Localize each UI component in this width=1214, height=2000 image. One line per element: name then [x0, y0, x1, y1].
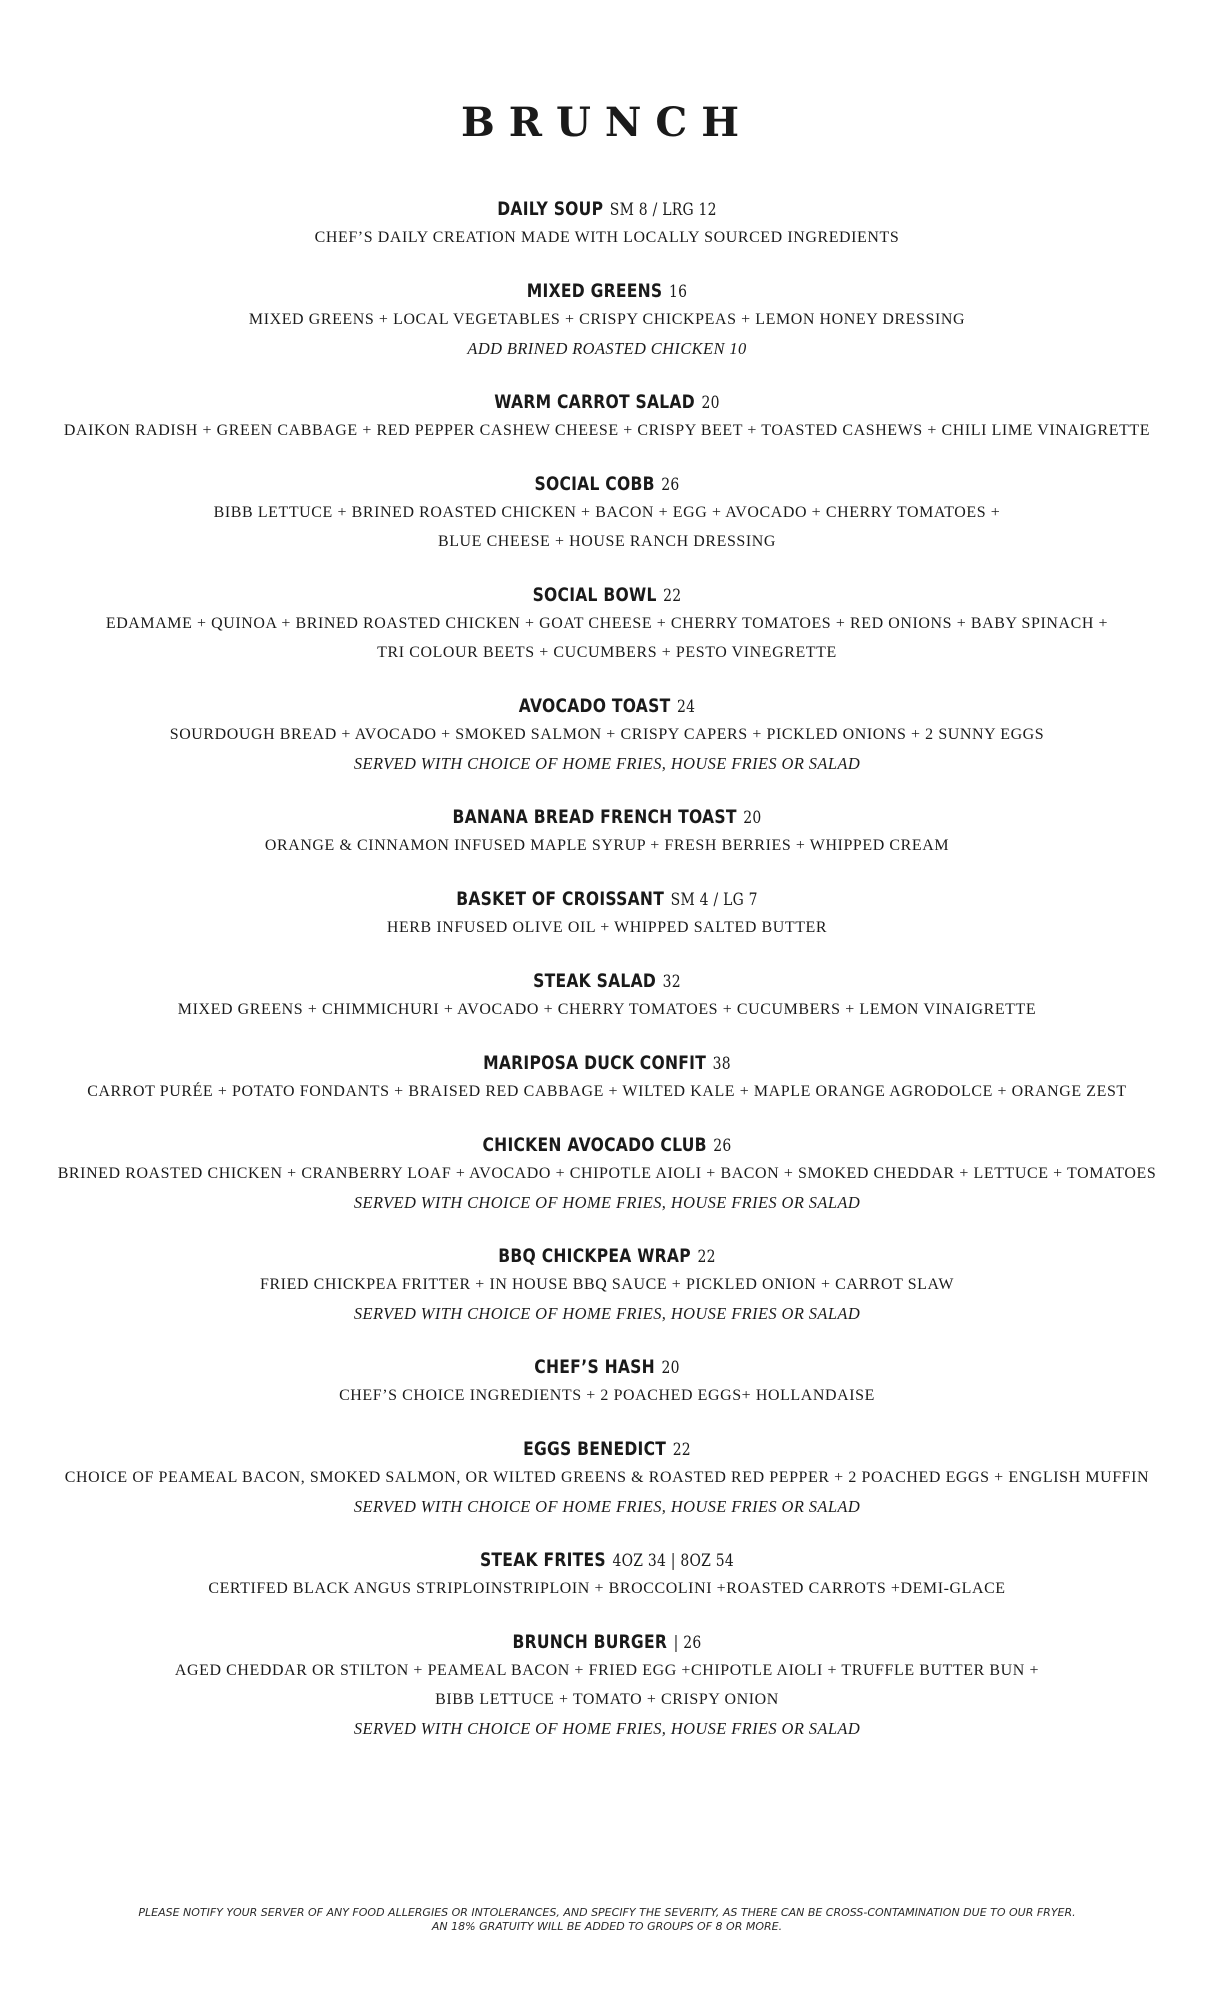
menu-item-description: BRINED ROASTED CHICKEN + CRANBERRY LOAF + AVOCADO + CHIPOTLE AIOLI + BACON + SMOKED CHEDDAR + LETTUCE + TOMATOES [57, 1165, 1157, 1182]
menu-item [30, 968, 1184, 1024]
menu-item-price: 26 [713, 1136, 732, 1156]
menu-item-heading [134, 278, 1080, 305]
menu-item-heading [134, 1629, 1080, 1656]
menu-item-description: CHOICE OF PEAMEAL BACON, SMOKED SALMON, OR WILTED GREENS & ROASTED RED PEPPER + 2 POACHED EGGS + ENGLISH MUFFIN [64, 1469, 1150, 1486]
menu-item-price: SM 4 / LG 7 [670, 890, 758, 910]
menu-item-heading [134, 804, 1080, 831]
menu-item [30, 693, 1184, 778]
menu-item-description: CERTIFED BLACK ANGUS STRIPLOINSTRIPLOIN + BROCCOLINI +ROASTED CARROTS +DEMI-GLACE [208, 1580, 1006, 1597]
menu-item-description: BIBB LETTUCE + TOMATO + CRISPY ONION [435, 1691, 779, 1708]
menu-item-note: SERVED WITH CHOICE OF HOME FRIES, HOUSE FRIES OR SALAD [353, 1304, 861, 1323]
menu-item-note: ADD BRINED ROASTED CHICKEN 10 [467, 339, 747, 358]
menu-item-name: BRUNCH BURGER [512, 1631, 668, 1653]
page-title: BRUNCH [460, 98, 754, 146]
menu-item-name: BASKET OF CROISSANT [456, 888, 665, 910]
menu-item [30, 1436, 1184, 1521]
menu-item-name: AVOCADO TOAST [518, 695, 671, 717]
menu-item-price: 20 [661, 1358, 680, 1378]
menu-item-note: SERVED WITH CHOICE OF HOME FRIES, HOUSE FRIES OR SALAD [353, 1719, 861, 1738]
menu-item-description: AGED CHEDDAR OR STILTON + PEAMEAL BACON + FRIED EGG +CHIPOTLE AIOLI + TRUFFLE BUTTER BUN + [174, 1662, 1040, 1679]
menu-item-price: 26 [661, 475, 680, 495]
gratuity-notice: AN 18% GRATUITY WILL BE ADDED TO GROUPS OF 8 OR MORE. [431, 1920, 783, 1933]
menu-item-heading [134, 1547, 1080, 1574]
menu-item-description: ORANGE & CINNAMON INFUSED MAPLE SYRUP + FRESH BERRIES + WHIPPED CREAM [264, 837, 950, 854]
menu-item-heading [134, 1050, 1080, 1077]
menu-item-name: CHEF’S HASH [534, 1356, 655, 1378]
menu-item [30, 1354, 1184, 1410]
menu-item-heading [134, 693, 1080, 720]
menu-item [30, 1629, 1184, 1743]
menu-item-description: EDAMAME + QUINOA + BRINED ROASTED CHICKEN + GOAT CHEESE + CHERRY TOMATOES + RED ONIONS + BABY SPINACH + [105, 615, 1109, 632]
menu-item-heading [134, 968, 1080, 995]
menu-item-description: CARROT PURÉE + POTATO FONDANTS + BRAISED RED CABBAGE + WILTED KALE + MAPLE ORANGE AGRODOLCE + ORANGE ZEST [87, 1083, 1127, 1100]
menu-item [30, 278, 1184, 363]
menu-item-name: CHICKEN AVOCADO CLUB [482, 1134, 707, 1156]
menu-item-name: STEAK FRITES [479, 1549, 606, 1571]
menu-item-description: DAIKON RADISH + GREEN CABBAGE + RED PEPPER CASHEW CHEESE + CRISPY BEET + TOASTED CASHEWS + CHILI LIME VINAIGRETTE [63, 422, 1151, 439]
menu-item-name: STEAK SALAD [533, 970, 657, 992]
menu-item-name: BANANA BREAD FRENCH TOAST [452, 806, 737, 828]
menu-item-price: 22 [663, 586, 682, 606]
menu-item-name: MIXED GREENS [526, 280, 663, 302]
menu-item-heading [134, 1243, 1080, 1270]
menu-item-name: BBQ CHICKPEA WRAP [498, 1245, 691, 1267]
menu-item-name: MARIPOSA DUCK CONFIT [483, 1052, 707, 1074]
menu-item [30, 1132, 1184, 1217]
menu-item-name: DAILY SOUP [497, 198, 604, 220]
menu-item-heading [134, 389, 1080, 416]
menu-item-description: CHEF’S CHOICE INGREDIENTS + 2 POACHED EGGS+ HOLLANDAISE [339, 1387, 875, 1404]
menu-item-price: 22 [672, 1440, 691, 1460]
menu-item [30, 196, 1184, 252]
menu-item-heading [134, 1354, 1080, 1381]
menu-item-note: SERVED WITH CHOICE OF HOME FRIES, HOUSE FRIES OR SALAD [353, 1497, 861, 1516]
menu-item-description: BIBB LETTUCE + BRINED ROASTED CHICKEN + BACON + EGG + AVOCADO + CHERRY TOMATOES + [213, 504, 1001, 521]
menu-item [30, 582, 1184, 667]
menu-item-price: 20 [701, 393, 720, 413]
menu-item [30, 1050, 1184, 1106]
menu-item-price: SM 8 / LRG 12 [609, 200, 717, 220]
menu-item-price: 20 [743, 808, 762, 828]
menu-list [30, 196, 1184, 1769]
menu-item-heading [134, 1132, 1080, 1159]
menu-item-name: SOCIAL COBB [534, 473, 655, 495]
menu-item [30, 389, 1184, 445]
menu-item-price: 32 [662, 972, 681, 992]
menu-item-name: SOCIAL BOWL [532, 584, 657, 606]
menu-item-note: SERVED WITH CHOICE OF HOME FRIES, HOUSE FRIES OR SALAD [353, 1193, 861, 1212]
allergy-notice: PLEASE NOTIFY YOUR SERVER OF ANY FOOD ALLERGIES OR INTOLERANCES, AND SPECIFY THE SEVERITY, AS THERE CAN BE CROSS-CONTAMINATION DUE TO OUR FRYER. [138, 1906, 1076, 1919]
menu-item-price: | 26 [673, 1633, 702, 1653]
menu-item-description: SOURDOUGH BREAD + AVOCADO + SMOKED SALMON + CRISPY CAPERS + PICKLED ONIONS + 2 SUNNY EGGS [169, 726, 1045, 743]
menu-item-heading [134, 1436, 1080, 1463]
menu-item-note: SERVED WITH CHOICE OF HOME FRIES, HOUSE FRIES OR SALAD [353, 754, 861, 773]
menu-item-description: FRIED CHICKPEA FRITTER + IN HOUSE BBQ SAUCE + PICKLED ONION + CARROT SLAW [259, 1276, 955, 1293]
allergy-footer [0, 1906, 1214, 1934]
menu-item [30, 804, 1184, 860]
menu-item-price: 16 [668, 282, 688, 302]
menu-item [30, 1243, 1184, 1328]
menu-item-description: MIXED GREENS + LOCAL VEGETABLES + CRISPY CHICKPEAS + LEMON HONEY DRESSING [248, 311, 966, 328]
menu-item-name: WARM CARROT SALAD [494, 391, 695, 413]
menu-item-price: 4OZ 34 | 8OZ 54 [612, 1551, 735, 1571]
menu-item [30, 1547, 1184, 1603]
menu-item-description: MIXED GREENS + CHIMMICHURI + AVOCADO + CHERRY TOMATOES + CUCUMBERS + LEMON VINAIGRETTE [177, 1001, 1037, 1018]
menu-item-description: TRI COLOUR BEETS + CUCUMBERS + PESTO VINEGRETTE [377, 644, 837, 661]
menu-item-name: EGGS BENEDICT [523, 1438, 667, 1460]
menu-item-price: 22 [697, 1247, 716, 1267]
menu-item-heading [134, 582, 1080, 609]
menu-item-price: 24 [677, 697, 696, 717]
menu-item-description: CHEF’S DAILY CREATION MADE WITH LOCALLY SOURCED INGREDIENTS [314, 229, 900, 246]
menu-item-description: BLUE CHEESE + HOUSE RANCH DRESSING [437, 533, 777, 550]
menu-item-heading [134, 196, 1080, 223]
menu-item-description: HERB INFUSED OLIVE OIL + WHIPPED SALTED BUTTER [386, 919, 828, 936]
menu-item-price: 38 [712, 1054, 731, 1074]
menu-item-heading [134, 886, 1080, 913]
menu-item-heading [134, 471, 1080, 498]
menu-item [30, 471, 1184, 556]
menu-item [30, 886, 1184, 942]
